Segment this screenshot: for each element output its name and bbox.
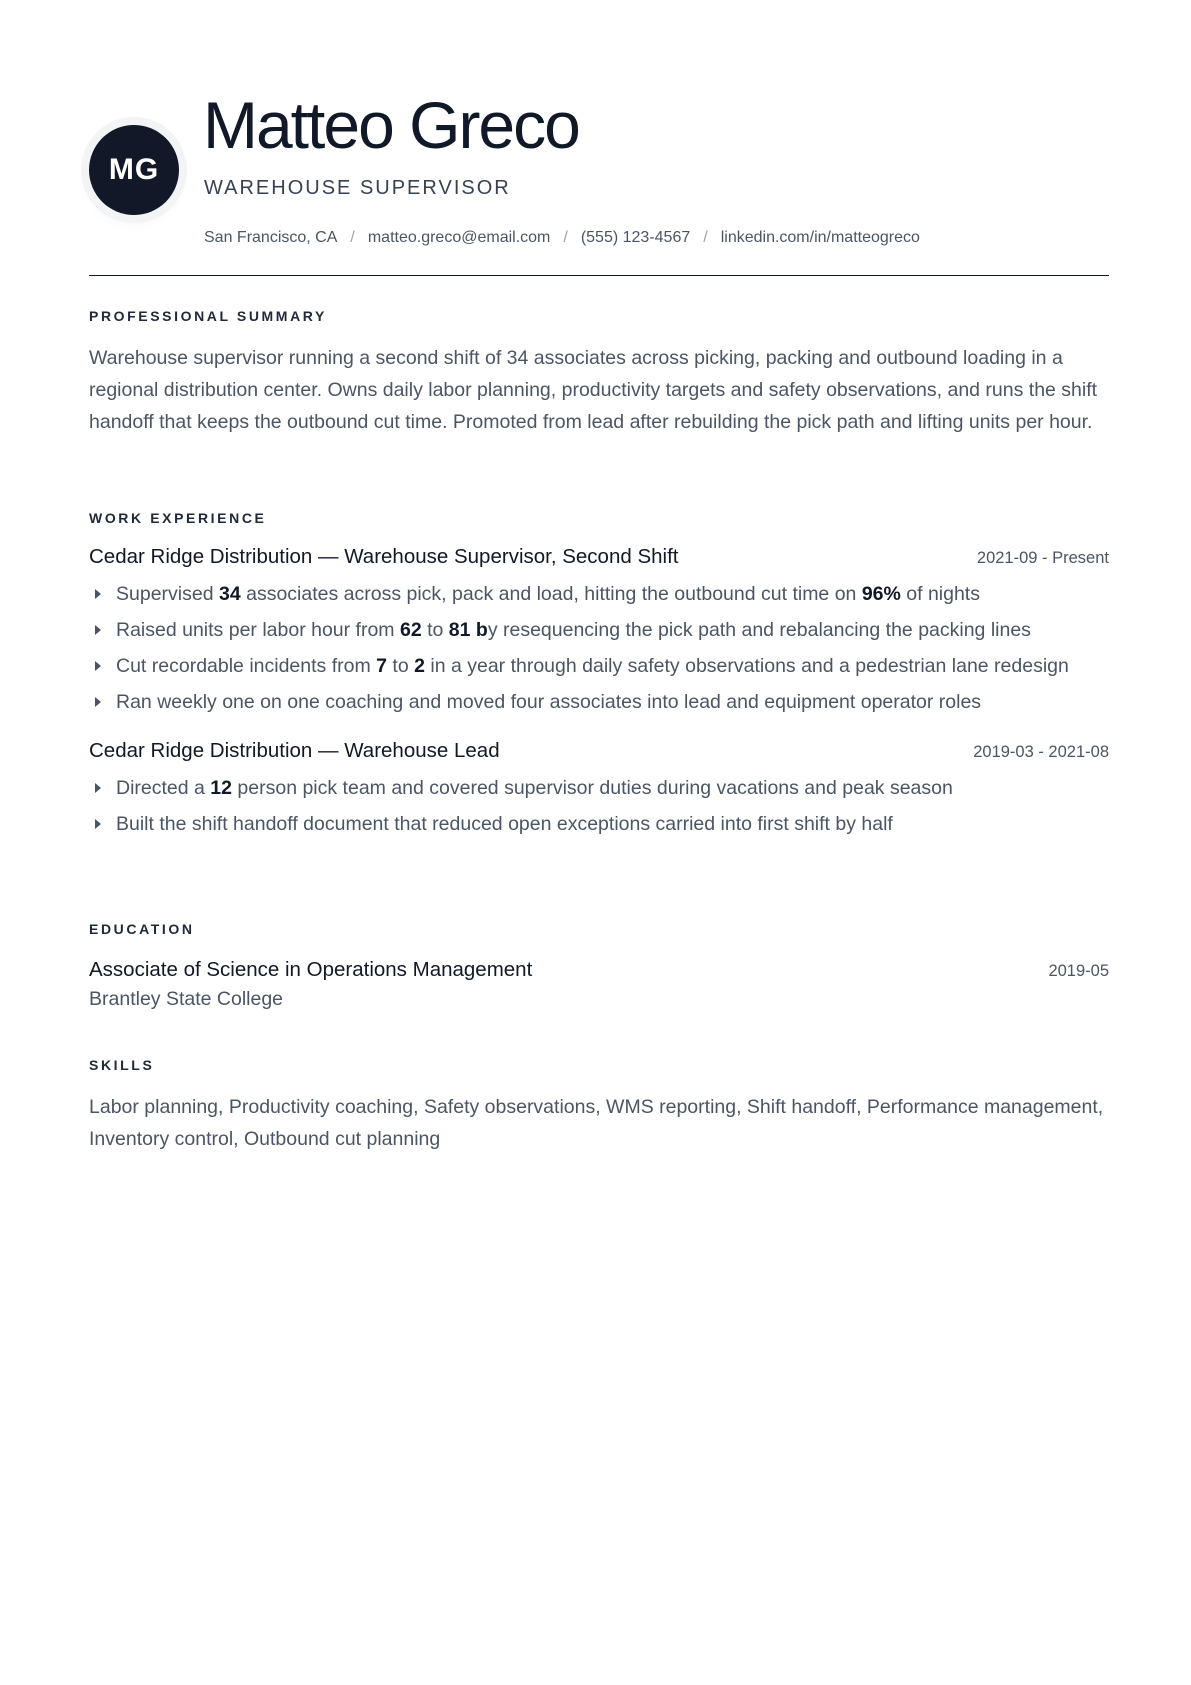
education-degree: Associate of Science in Operations Management <box>89 958 533 981</box>
contact-separator: / <box>350 229 355 246</box>
experience-section <box>89 508 1109 844</box>
job-entry <box>89 736 1109 840</box>
job-date: 2019-03 - 2021-08 <box>973 743 1109 761</box>
skills-section <box>89 1055 1109 1155</box>
education-school: Brantley State College <box>89 988 284 1010</box>
contact-linkedin[interactable]: linkedin.com/in/matteogreco <box>720 229 920 246</box>
bullet-triangle-icon <box>95 625 101 635</box>
job-title: Cedar Ridge Distribution — Warehouse Supervisor, Second Shift <box>89 545 679 568</box>
job-title: Cedar Ridge Distribution — Warehouse Lead <box>89 739 500 762</box>
section-title-skills: SKILLS <box>89 1057 155 1073</box>
contact-phone[interactable]: (555) 123-4567 <box>580 229 691 246</box>
bullet-triangle-icon <box>95 819 101 829</box>
bullet-item: Cut recordable incidents from 7 to 2 in a year through daily safety observations and a pedestrian lane redesign <box>89 650 1109 682</box>
job-bullets <box>89 578 1109 718</box>
summary-section <box>89 306 1109 438</box>
bullet-triangle-icon <box>95 661 101 671</box>
job-header <box>89 542 1109 574</box>
bullet-item: Ran weekly one on one coaching and moved four associates into lead and equipment operator roles <box>89 686 1109 718</box>
education-header <box>89 955 1109 985</box>
job-bullets <box>89 772 1109 840</box>
contact-email[interactable]: matteo.greco@email.com <box>367 229 551 246</box>
contact-line <box>204 226 920 250</box>
bullet-item: Built the shift handoff document that reduced open exceptions carried into first shift by half <box>89 808 1109 840</box>
education-date: 2019-05 <box>1048 962 1109 980</box>
section-title-summary: PROFESSIONAL SUMMARY <box>89 308 327 324</box>
contact-location: San Francisco, CA <box>204 229 338 246</box>
section-title-education: EDUCATION <box>89 921 195 937</box>
contact-separator: / <box>563 229 568 246</box>
resume-header <box>89 0 1109 276</box>
bullet-triangle-icon <box>95 783 101 793</box>
contact-separator: / <box>703 229 708 246</box>
bullet-triangle-icon <box>95 589 101 599</box>
candidate-name: Matteo Greco <box>203 88 579 162</box>
bullet-item: Supervised 34 associates across pick, pack and load, hitting the outbound cut time on 96% of nights <box>89 578 1109 610</box>
section-title-experience: WORK EXPERIENCE <box>89 510 267 526</box>
resume-page <box>89 0 1109 1150</box>
job-entry <box>89 542 1109 718</box>
education-section <box>89 919 1109 1013</box>
summary-text: Warehouse supervisor running a second shift of 34 associates across picking, packing and outbound loading in a regional distribution center. Owns daily labor planning, productivity targets and safety observations, and runs the shift handoff that keeps the outbound cut time. Promoted from lead after rebuilding the pick path and lifting units per hour. <box>89 347 1098 433</box>
skills-text: Labor planning, Productivity coaching, Safety observations, WMS reporting, Shift handoff, Performance management, Inventory control, Outbound cut planning <box>89 1096 1104 1150</box>
bullet-item: Raised units per labor hour from 62 to 81 by resequencing the pick path and rebalancing the packing lines <box>89 614 1109 646</box>
bullet-triangle-icon <box>95 697 101 707</box>
header-divider <box>89 275 1109 276</box>
job-header <box>89 736 1109 768</box>
avatar: MG <box>89 125 179 215</box>
candidate-role: WAREHOUSE SUPERVISOR <box>204 177 511 199</box>
bullet-item: Directed a 12 person pick team and covered supervisor duties during vacations and peak season <box>89 772 1109 804</box>
job-date: 2021-09 - Present <box>976 549 1109 567</box>
